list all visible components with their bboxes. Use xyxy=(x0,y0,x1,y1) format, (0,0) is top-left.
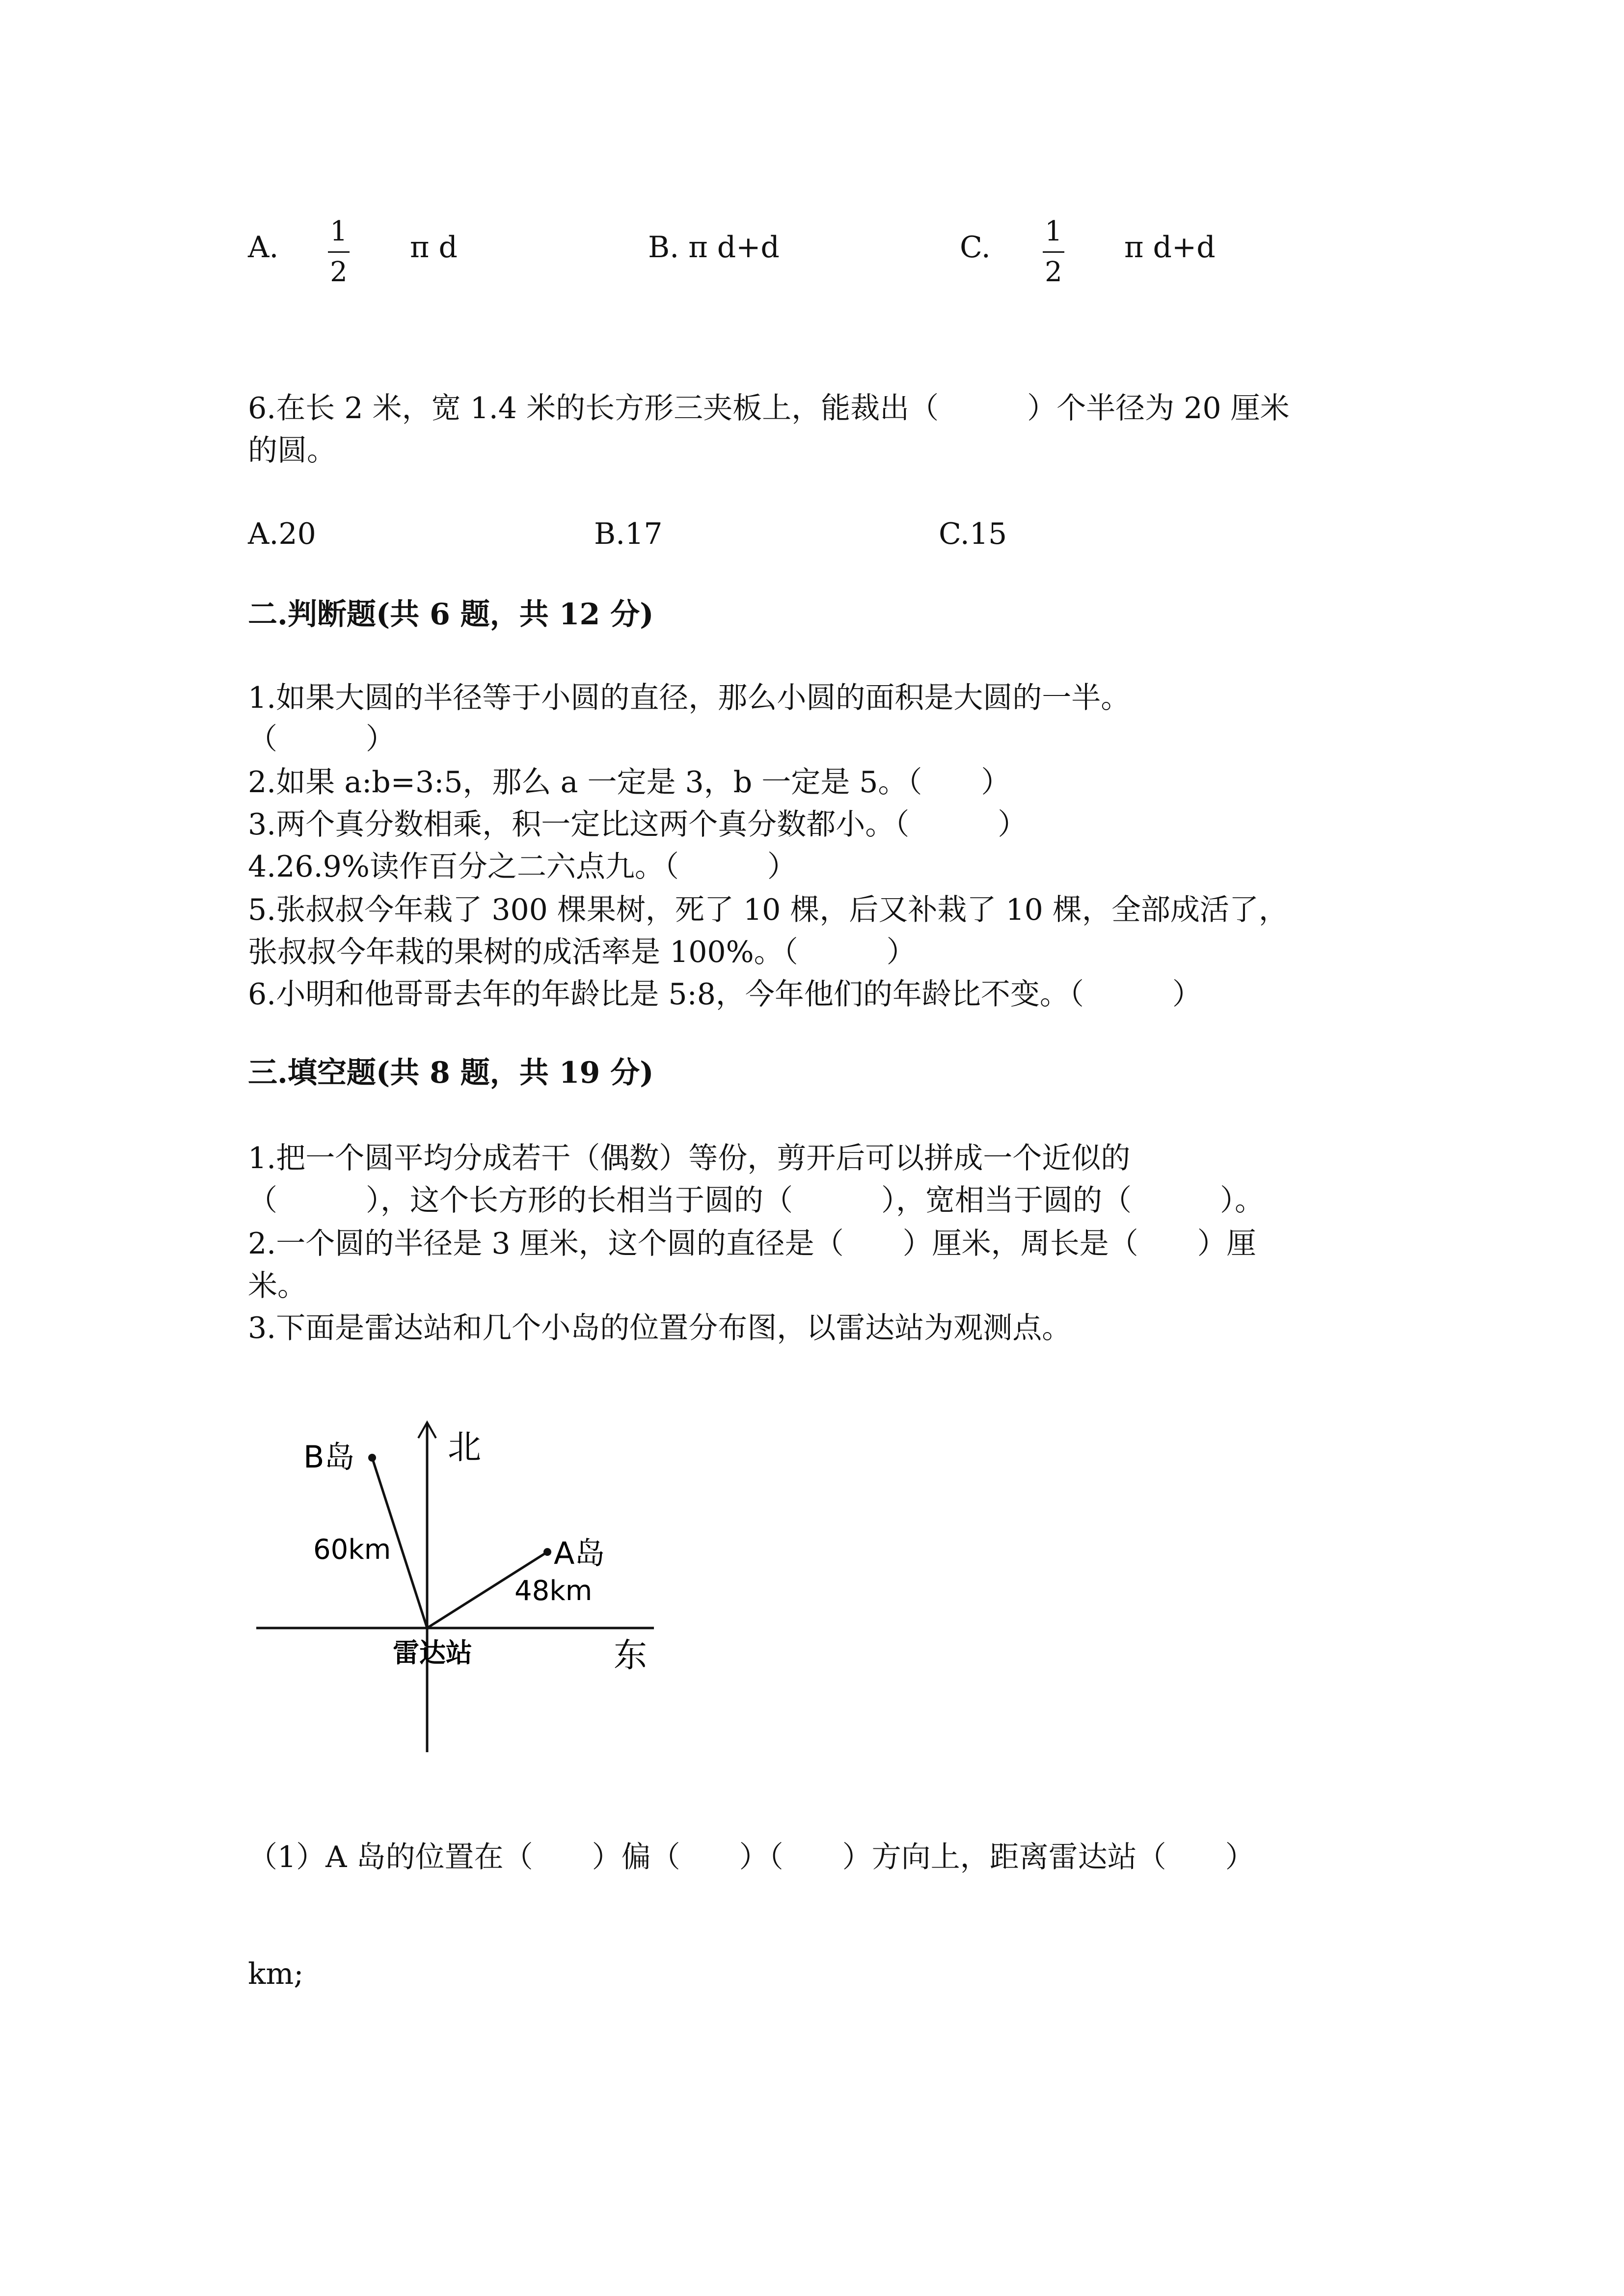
a-distance-label: 48km xyxy=(514,1575,593,1607)
east-label: 东 xyxy=(614,1636,648,1675)
fraction-bar xyxy=(1043,251,1064,253)
b-island-label: B岛 xyxy=(303,1439,355,1475)
s3-line: （ ），这个长方形的长相当于圆的（ ），宽相当于圆的（ ）。 xyxy=(248,1183,1264,1218)
s2-line: 张叔叔今年栽的果树的成活率是 100%。（ ） xyxy=(248,935,916,969)
s3-line: 米。 xyxy=(248,1269,307,1303)
s2-line: 1.如果大圆的半径等于小圆的直径，那么小圆的面积是大圆的一半。 xyxy=(248,681,1131,715)
b-island-point xyxy=(368,1454,376,1462)
north-label: 北 xyxy=(448,1428,482,1467)
q6-option-b: B.17 xyxy=(594,517,663,551)
a-island-point xyxy=(543,1548,551,1556)
q5-option-a-fraction xyxy=(328,216,350,288)
q6-option-c: C.15 xyxy=(939,517,1007,551)
q5-option-c-expression: π d+d xyxy=(1124,230,1216,265)
radar-position-diagram xyxy=(245,1414,677,1767)
section-2-heading: 二.判断题(共 6 题，共 12 分) xyxy=(248,597,654,632)
q6-line-1: 6.在长 2 米，宽 1.4 米的长方形三夹板上，能裁出（ ）个半径为 20 厘米 xyxy=(248,391,1290,426)
s2-line: 3.两个真分数相乘，积一定比这两个真分数都小。（ ） xyxy=(248,807,1028,842)
q6-option-a: A.20 xyxy=(248,517,316,551)
s3-line: 3.下面是雷达站和几个小岛的位置分布图，以雷达站为观测点。 xyxy=(248,1311,1072,1345)
b-distance-label: 60km xyxy=(313,1534,391,1566)
q5-option-c-fraction xyxy=(1043,216,1064,288)
a-island-label: A岛 xyxy=(554,1535,605,1571)
q5-option-c-letter: C. xyxy=(960,230,991,265)
s2-line: 6.小明和他哥哥去年的年龄比是 5:8，今年他们的年龄比不变。（ ） xyxy=(248,977,1202,1012)
fraction-numerator: 1 xyxy=(1045,215,1062,247)
section-3-heading: 三.填空题(共 8 题，共 19 分) xyxy=(248,1056,654,1090)
q3-sub-1: （1）A 岛的位置在（ ）偏（ ）（ ）方向上，距离雷达站（ ） xyxy=(248,1840,1255,1874)
fraction-numerator: 1 xyxy=(330,215,348,247)
s3-line: 1.把一个圆平均分成若干（偶数）等份，剪开后可以拼成一个近似的 xyxy=(248,1141,1131,1175)
q5-option-a-expression: π d xyxy=(410,230,458,265)
s2-line: 4.26.9%读作百分之二六点九。（ ） xyxy=(248,850,797,884)
fraction-denominator: 2 xyxy=(1045,256,1062,288)
q6-line-2: 的圆。 xyxy=(248,433,336,468)
radar-station-label: 雷达站 xyxy=(393,1637,472,1668)
s2-line: 5.张叔叔今年栽了 300 棵果树，死了 10 棵，后又补栽了 10 棵，全部成活了， xyxy=(248,893,1288,927)
fraction-bar xyxy=(328,251,350,253)
s2-line: （ ） xyxy=(248,722,395,756)
s3-line: 2.一个圆的半径是 3 厘米，这个圆的直径是（ ）厘米，周长是（ ）厘 xyxy=(248,1227,1256,1261)
q3-sub-1-unit: km; xyxy=(248,1957,304,1991)
q5-option-b: B. π d+d xyxy=(648,230,780,265)
s2-line: 2.如果 a:b=3:5，那么 a 一定是 3，b 一定是 5。（ ） xyxy=(248,765,1011,800)
fraction-denominator: 2 xyxy=(330,256,348,288)
q5-option-a-letter: A. xyxy=(248,230,279,265)
